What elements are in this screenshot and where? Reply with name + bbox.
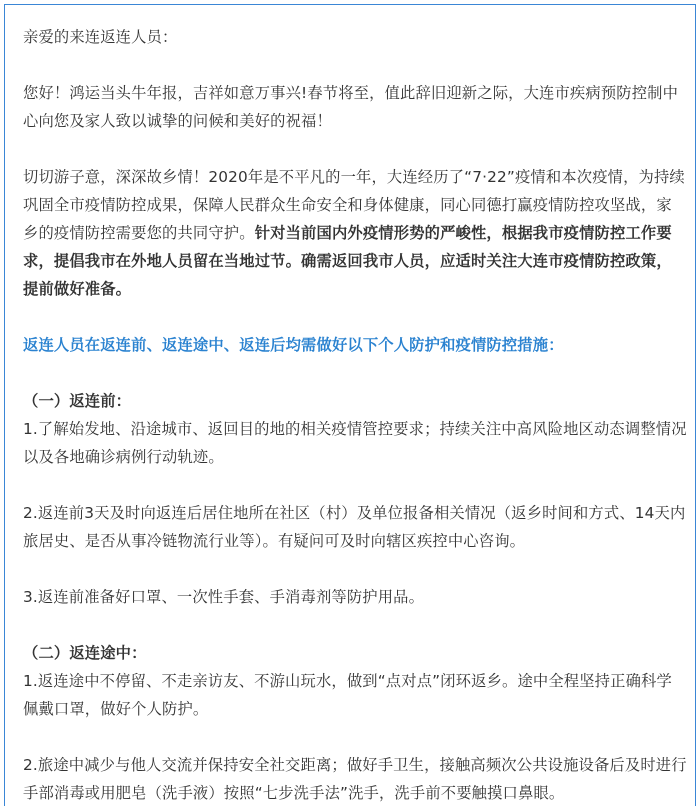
- list-item: 1.返连途中不停留、不走亲访友、不游山玩水，做到“点对点”闭环返乡。途中全程坚持正确科学佩戴口罩，做好个人防护。: [23, 672, 672, 718]
- section-before-return-heading: （一）返连前：: [23, 392, 132, 410]
- context-emphasis: 针对当前国内外疫情形势的严峻性，根据我市疫情防控工作要求，提倡我市在外地人员留在当地过节。确需返回我市人员，应适时关注大连市疫情防控政策，提前做好准备。: [23, 224, 672, 298]
- list-item: 3.返连前准备好口罩、一次性手套、手消毒剂等防护用品。: [23, 588, 425, 606]
- context-paragraph: [23, 163, 687, 303]
- greeting: 亲爱的来连返连人员：: [23, 28, 178, 46]
- list-item: 2.旅途中减少与他人交流并保持安全社交距离；做好手卫生，接触高频次公共设施设备后及时进行手部消毒或用肥皂（洗手液）按照“七步洗手法”洗手，洗手前不要触摸口鼻眼。: [23, 756, 687, 802]
- measures-heading: 返连人员在返连前、返连途中、返连后均需做好以下个人防护和疫情防控措施：: [23, 336, 564, 354]
- list-item: 1.了解始发地、沿途城市、返回目的地的相关疫情管控要求；持续关注中高风险地区动态调整情况以及各地确诊病例行动轨迹。: [23, 420, 687, 466]
- section-en-route-heading: （二）返连途中：: [23, 644, 147, 662]
- context-text: 切切游子意，深深故乡情！2020年是不平凡的一年，大连经历了“7·22”疫情和本次疫情，为持续巩固全市疫情防控成果，保障人民群众生命安全和身体健康，同心同德打赢疫情防控攻坚战，家乡的疫情防控需要您的共同守护。: [23, 168, 685, 242]
- article-frame: [4, 4, 696, 806]
- list-item: 2.返连前3天及时向返连后居住地所在社区（村）及单位报备相关情况（返乡时间和方式、14天内旅居史、是否从事冷链物流行业等）。有疑问可及时向辖区疾控中心咨询。: [23, 504, 686, 550]
- article-content: [23, 23, 687, 807]
- greeting-paragraph: 您好！鸿运当头牛年报，吉祥如意万事兴!春节将至，值此辞旧迎新之际，大连市疾病预防控制中心向您及家人致以诚挚的问候和美好的祝福！: [23, 84, 679, 130]
